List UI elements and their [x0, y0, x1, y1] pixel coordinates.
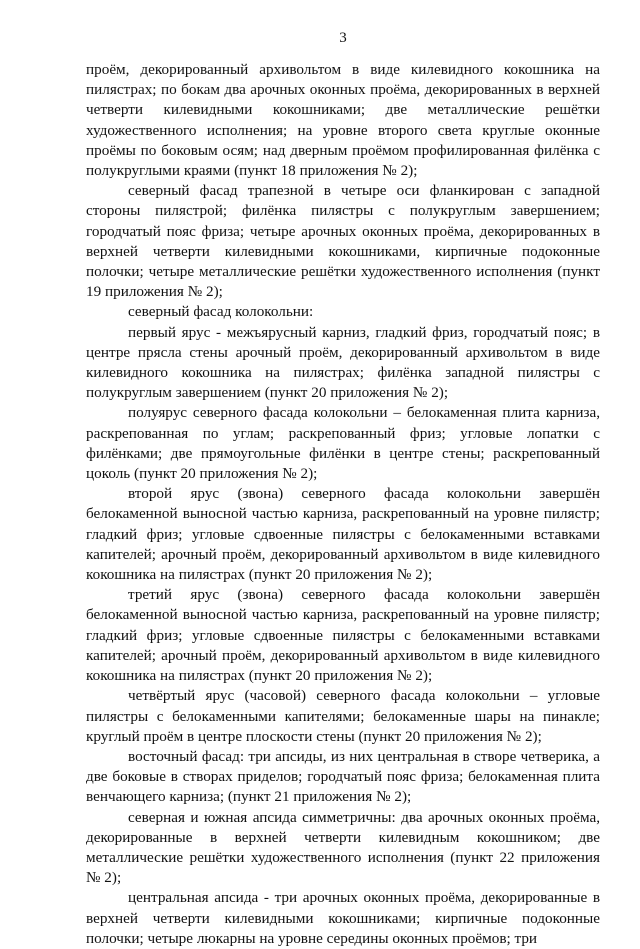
- page-number: 3: [339, 30, 347, 46]
- paragraph-10: северная и южная апсида симметричны: два арочных оконных проёма, декорированные в верхней четверти килевидным кокошником; две металлические решётки художественного исполнения (пункт 22 приложения № 2);: [86, 808, 600, 887]
- paragraph-11: центральная апсида - три арочных оконных проёма, декорированные в верхней четверти килевидными кокошниками; кирпичные подоконные полочки; четыре люкарны на уровне середины оконных проёмов; три: [86, 889, 600, 947]
- paragraph-8: четвёртый ярус (часовой) северного фасада колокольни – угловые пилястры с белокаменными капителями; белокаменные шары на пинакле; круглый проём в центре плоскости стены (пункт 20 приложения № 2);: [86, 687, 600, 745]
- paragraph-2: северный фасад трапезной в четыре оси фланкирован с западной стороны пилястрой; филёнка пилястры с полукруглым завершением; городчатый пояс фриза; четыре арочных оконных проёма, декорированных в верхней четверти килевидными кокошниками, кирпичные подоконные полочки; четыре металлические решётки художественного исполнения (пункт 19 приложения № 2);: [86, 182, 600, 301]
- paragraph-6: второй ярус (звона) северного фасада колокольни завершён белокаменной выносной частью карниза, раскрепованный на уровне пилястр; гладкий фриз; угловые сдвоенные пилястры с белокаменными вставками капителей; арочный проём, декорированный архивольтом в виде килевидного кокошника на пилястрах (пункт 20 приложения № 2);: [86, 485, 600, 584]
- paragraph-4: первый ярус - межъярусный карниз, гладкий фриз, городчатый пояс; в центре прясла стены арочный проём, декорированный архивольтом в виде килевидного кокошника на пилястрах; филёнка западной пилястры с полукруглым завершением (пункт 20 приложения № 2);: [86, 323, 600, 402]
- paragraph-9: восточный фасад: три апсиды, из них центральная в створе четверика, а две боковые в створах приделов; городчатый пояс фриза; белокаменная плита венчающего карниза; (пункт 21 приложения № 2);: [86, 747, 600, 806]
- paragraph-5: полуярус северного фасада колокольни – белокаменная плита карниза, раскрепованная по углам; раскрепованный фриз; угловые лопатки с филёнками; две прямоугольные филёнки в центре стены; раскрепованный цоколь (пункт 20 приложения № 2);: [86, 404, 600, 483]
- paragraph-3: северный фасад колокольни:: [128, 303, 314, 321]
- paragraph-7: третий ярус (звона) северного фасада колокольни завершён белокаменной выносной частью карниза, раскрепованный на уровне пилястр; гладкий фриз; угловые сдвоенные пилястры с белокаменными вставками капителей; арочный проём, декорированный архивольтом в виде килевидного кокошника на пилястрах (пункт 20 приложения № 2);: [86, 586, 600, 685]
- paragraph-1: проём, декорированный архивольтом в виде килевидного кокошника на пилястрах; по бокам два арочных оконных проёма, декорированных в верхней четверти килевидными кокошниками; две металлические решётки художественного исполнения; на уровне второго света круглые оконные проёмы по боковым осям; над дверным проёмом профилированная филёнка с полукруглыми краями (пункт 18 приложения № 2);: [86, 61, 600, 180]
